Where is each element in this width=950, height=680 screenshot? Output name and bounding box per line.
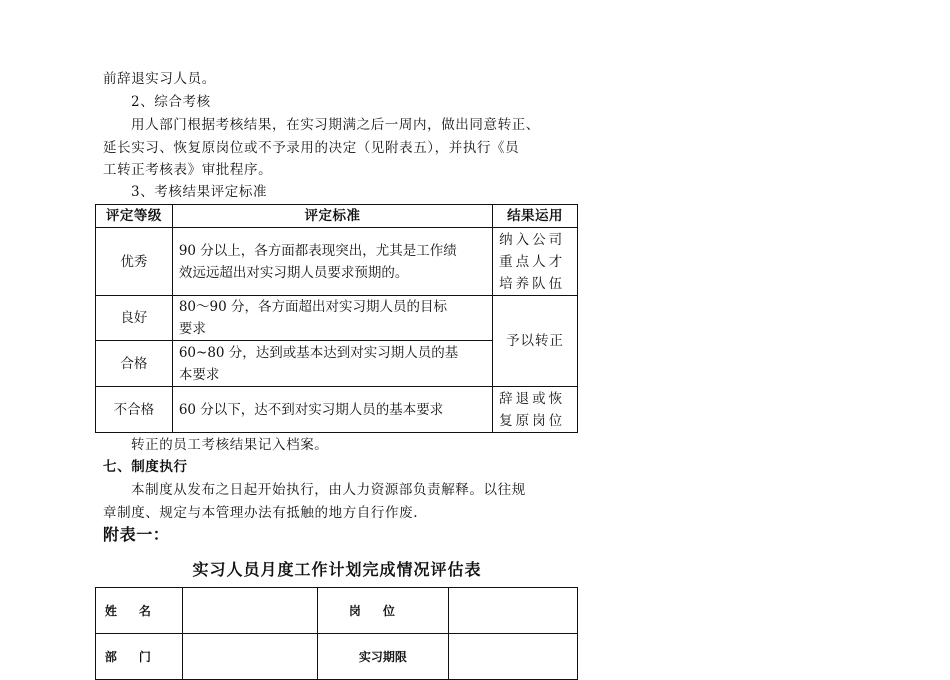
grade-cell: 不合格 bbox=[96, 387, 173, 433]
result-cell bbox=[493, 228, 578, 296]
standard-text: 效远远超出对实习期人员要求预期的。 bbox=[178, 264, 409, 281]
subheading-comprehensive-assessment: 2、综合考核 bbox=[131, 94, 211, 110]
result-text: 予以转正 bbox=[506, 333, 565, 349]
paragraph-text: 延长实习、恢复原岗位或不予录用的决定（见附表五），并执行《员 bbox=[103, 140, 520, 156]
header-grade: 评定等级 bbox=[96, 205, 173, 228]
table-row bbox=[96, 634, 578, 680]
name-field[interactable] bbox=[182, 588, 317, 634]
paragraph-text: 转正的员工考核结果记入档案。 bbox=[131, 437, 329, 453]
standard-text: 90 分以上，各方面都表现突出，尤其是工作绩 bbox=[178, 242, 457, 259]
standard-cell bbox=[172, 296, 492, 341]
paragraph-text: 前辞退实习人员。 bbox=[103, 71, 216, 87]
paragraph-text: 章制度、规定与本管理办法有抵触的地方自行作废. bbox=[103, 505, 419, 521]
result-text: 纳入公司 bbox=[499, 231, 566, 248]
period-label: 实习期限 bbox=[317, 634, 449, 680]
evaluation-form-table bbox=[95, 587, 578, 680]
grade-cell: 合格 bbox=[96, 341, 173, 387]
standard-text: 本要求 bbox=[178, 366, 220, 383]
standard-text: 80～90 分，各方面超出对实习期人员的目标 bbox=[178, 299, 447, 315]
standard-text: 60~80 分，达到或基本达到对实习期人员的基 bbox=[178, 344, 459, 361]
standard-text: 要求 bbox=[178, 321, 206, 337]
form-title: 实习人员月度工作计划完成情况评估表 bbox=[192, 560, 482, 579]
subheading-evaluation-standards: 3、考核结果评定标准 bbox=[131, 184, 268, 200]
standard-cell bbox=[172, 341, 492, 387]
paragraph-text: 工转正考核表》审批程序。 bbox=[103, 162, 273, 178]
standard-cell bbox=[172, 228, 492, 296]
grade-cell: 良好 bbox=[96, 296, 173, 341]
grade-cell: 优秀 bbox=[96, 228, 173, 296]
result-text: 复原岗位 bbox=[499, 412, 566, 429]
result-cell bbox=[493, 296, 578, 387]
name-label: 姓名 bbox=[96, 588, 183, 634]
header-result: 结果运用 bbox=[493, 205, 578, 228]
table-row bbox=[96, 387, 578, 433]
dept-field[interactable] bbox=[182, 634, 317, 680]
table-row bbox=[96, 228, 578, 296]
position-label: 岗位 bbox=[317, 588, 449, 634]
table-row bbox=[96, 588, 578, 634]
section-heading: 七、制度执行 bbox=[103, 459, 188, 475]
annex-heading: 附表一： bbox=[103, 525, 170, 544]
standard-cell bbox=[172, 387, 492, 433]
result-text: 辞退或恢 bbox=[499, 390, 566, 407]
table-row bbox=[96, 296, 578, 341]
table-header-row bbox=[96, 205, 578, 228]
paragraph-text: 用人部门根据考核结果，在实习期满之后一周内，做出同意转正、 bbox=[131, 117, 540, 133]
result-text: 培养队伍 bbox=[499, 275, 566, 292]
paragraph-text: 本制度从发布之日起开始执行，由人力资源部负责解释。以往规 bbox=[131, 482, 526, 498]
header-standard: 评定标准 bbox=[172, 205, 492, 228]
standard-text: 60 分以下，达不到对实习期人员的基本要求 bbox=[178, 401, 444, 418]
evaluation-standards-table bbox=[95, 204, 578, 433]
dept-label: 部门 bbox=[96, 634, 183, 680]
position-field[interactable] bbox=[449, 588, 578, 634]
result-text: 重点人才 bbox=[499, 253, 566, 270]
result-cell bbox=[493, 387, 578, 433]
period-field[interactable] bbox=[449, 634, 578, 680]
